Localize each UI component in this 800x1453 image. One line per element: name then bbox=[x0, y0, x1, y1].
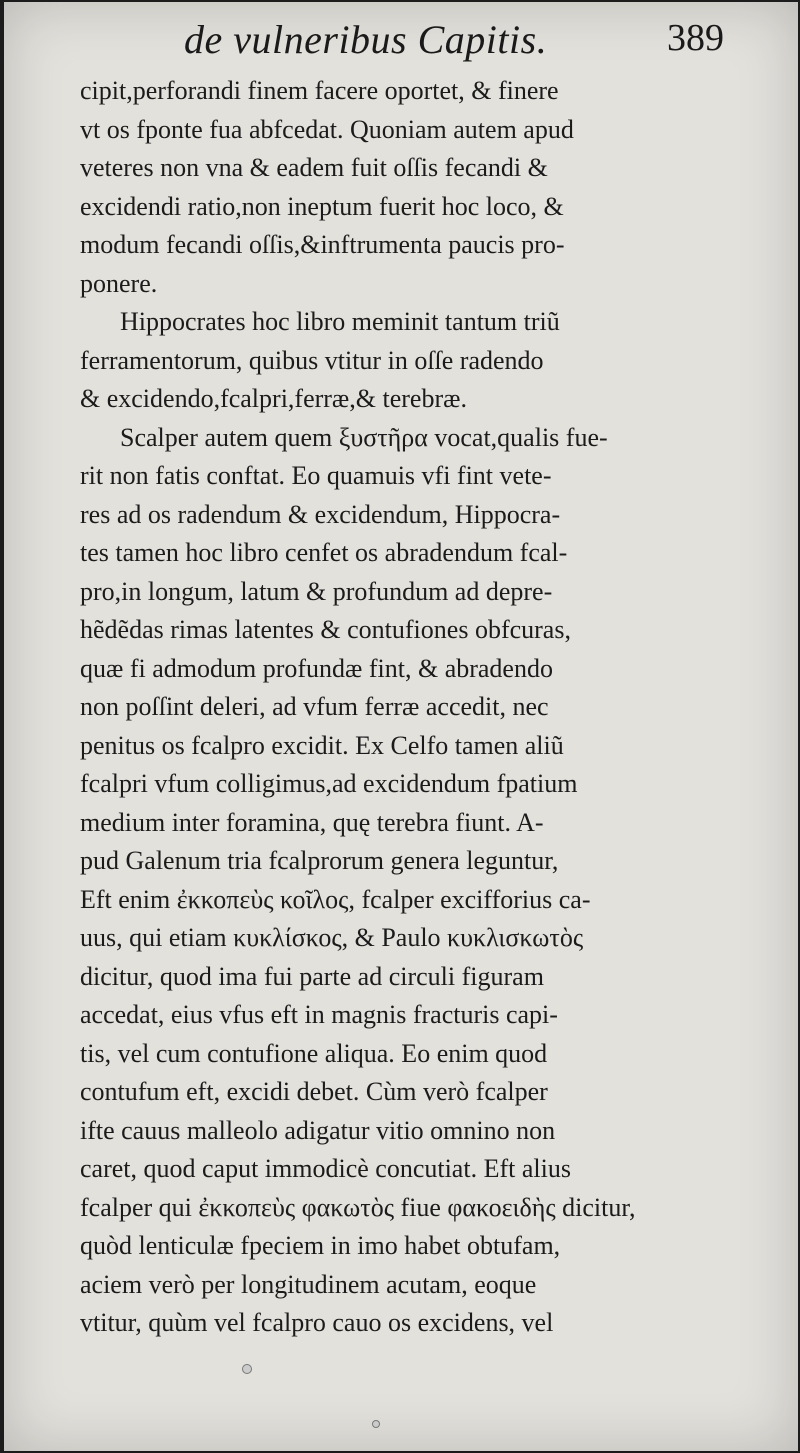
text-line: veteres non vna & eadem fuit oſſis fecandi & bbox=[80, 153, 548, 182]
text-line: excidendi ratio,non ineptum fuerit hoc loco, & bbox=[80, 191, 564, 221]
text-line: res ad os radendum & excidendum, Hippocra- bbox=[80, 499, 561, 529]
page-number: 389 bbox=[667, 17, 724, 59]
text-line: aciem verò per longitudinem acutam, eoque bbox=[80, 1269, 537, 1299]
text-line: Eft enim ἐκκοπεὺς κοῖλος, fcalper excifforius ca- bbox=[80, 884, 591, 914]
text-line: rit non fatis conftat. Eo quamuis vfi fint vete- bbox=[80, 461, 552, 490]
text-line: caret, quod caput immodicè concutiat. Eft alius bbox=[80, 1154, 571, 1183]
text-line: fcalper qui ἐκκοπεὺς φακωτὸς fiue φακοειδὴς dicitur, bbox=[80, 1192, 636, 1222]
text-line: tes tamen hoc libro cenfet os abradendum fcal- bbox=[80, 538, 568, 567]
text-line: modum fecandi oſſis,&inftrumenta paucis pro- bbox=[80, 230, 565, 259]
text-line: vtitur, quùm vel fcalpro cauo os excidens, vel bbox=[80, 1308, 554, 1337]
text-line: tis, vel cum contufione aliqua. Eo enim quod bbox=[80, 1038, 548, 1068]
text-line: quæ fi admodum profundæ fint, & abradendo bbox=[80, 653, 553, 683]
running-title: de vulneribus Capitis. bbox=[184, 17, 548, 62]
text-line: cipit,perforandi finem facere oportet, & finere bbox=[80, 76, 559, 105]
text-line: medium inter foramina, quę terebra fiunt. A- bbox=[80, 807, 544, 837]
text-line: quòd lenticulæ fpeciem in imo habet obtufam, bbox=[80, 1231, 561, 1260]
text-line: & excidendo,fcalpri,ferræ,& terebræ. bbox=[80, 384, 467, 413]
paper-speck bbox=[372, 1420, 380, 1428]
text-line: hẽdẽdas rimas latentes & contufiones obfcuras, bbox=[80, 615, 571, 644]
text-line: fcalpri vfum colligimus,ad excidendum fpatium bbox=[80, 769, 578, 798]
page-header bbox=[184, 16, 724, 64]
text-line: ifte cauus malleolo adigatur vitio omnino non bbox=[80, 1115, 556, 1145]
book-page bbox=[4, 2, 798, 1451]
body-text bbox=[80, 72, 720, 1343]
text-line: penitus os fcalpro excidit. Ex Celfo tamen aliũ bbox=[80, 730, 564, 760]
text-line: contufum eft, excidi debet. Cùm verò fcalper bbox=[80, 1077, 548, 1106]
text-line: ferramentorum, quibus vtitur in oſſe radendo bbox=[80, 345, 544, 375]
paragraph-start-line: Hippocrates hoc libro meminit tantum triũ bbox=[120, 307, 560, 336]
text-line: pro,in longum, latum & profundum ad depre- bbox=[80, 576, 553, 606]
text-line: pud Galenum tria fcalprorum genera leguntur, bbox=[80, 846, 559, 875]
text-line: vt os fponte fua abfcedat. Quoniam autem apud bbox=[80, 114, 574, 144]
text-line: dicitur, quod ima fui parte ad circuli figuram bbox=[80, 961, 544, 991]
paragraph-start-line: Scalper autem quem ξυστῆρα vocat,qualis fue- bbox=[120, 422, 608, 452]
text-line: accedat, eius vfus eft in magnis fracturis capi- bbox=[80, 1000, 558, 1029]
text-line: uus, qui etiam κυκλίσκος, & Paulo κυκλισκωτὸς bbox=[80, 923, 584, 952]
text-line: non poſſint deleri, ad vfum ferræ accedit, nec bbox=[80, 692, 549, 721]
paper-speck bbox=[242, 1364, 252, 1374]
text-line: ponere. bbox=[80, 268, 158, 298]
